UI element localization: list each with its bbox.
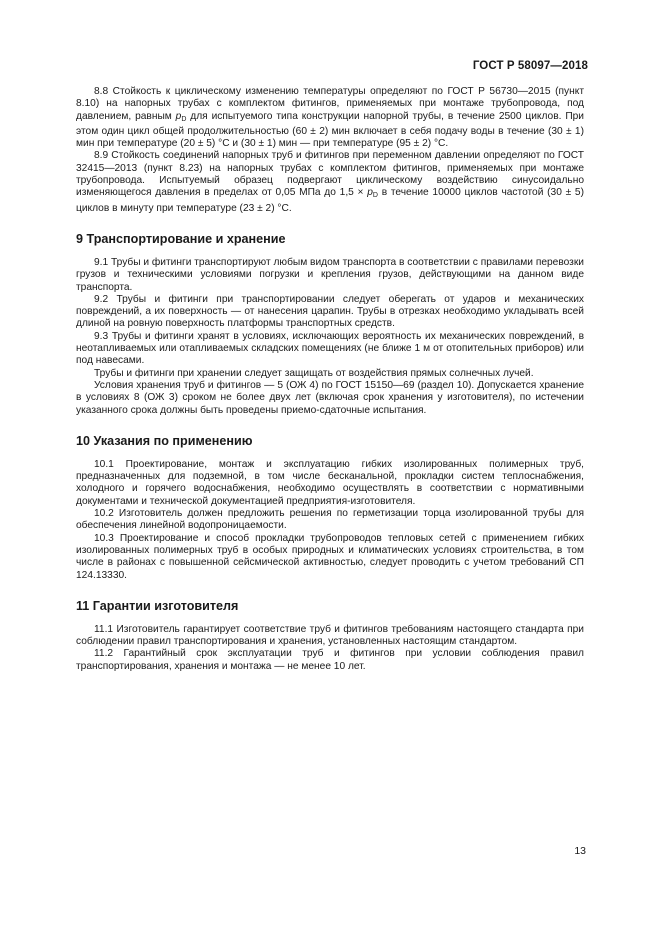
pressure-subscript: D: [372, 192, 378, 200]
paragraph-10-2: 10.2 Изготовитель должен предложить решения по герметизации торца изолированной трубы для обеспечения линейной водопроницаемости.: [76, 508, 584, 532]
page-number: 13: [574, 845, 586, 857]
standard-number-header: ГОСТ Р 58097—2018: [472, 60, 588, 72]
paragraph-10-1: 10.1 Проектирование, монтаж и эксплуатацию гибких изолированных полимерных труб, предназначенных для подземной, в том числе бесканальной, прокладки систем теплоснабжения, холодного и горячего водоснабжения, необходимо осуществлять в соответствии с нормативными документами и технической документацией предприятия-изготовителя.: [76, 458, 584, 507]
paragraph-9-2: 9.2 Трубы и фитинги при транспортировании следует оберегать от ударов и механических повреждений, а их поверхность — от нанесения царапин. Трубы в отрезках необходимо укладывать всей длиной на ровную поверхность платформы транспортных средств.: [76, 293, 584, 330]
paragraph-9-1: 9.1 Трубы и фитинги транспортируют любым видом транспорта в соответствии с правилами перевозки грузов и техническими условиями погрузки и крепления грузов, действующими на данном виде транспорта.: [76, 256, 584, 293]
pressure-symbol: p: [175, 110, 182, 122]
document-body: [76, 86, 584, 673]
paragraph-11-1: 11.1 Изготовитель гарантирует соответствие труб и фитингов требованиям настоящего стандарта при соблюдении правил транспортирования и хранения, установленных настоящим стандартом.: [76, 623, 584, 648]
section-heading-11: 11 Гарантии изготовителя: [76, 598, 239, 613]
section-heading-9: 9 Транспортирование и хранение: [76, 231, 286, 246]
paragraph-9-3-sun: Трубы и фитинги при хранении следует защищать от воздействия прямых солнечных лучей.: [94, 367, 534, 379]
section-heading-10: 10 Указания по применению: [76, 433, 253, 448]
paragraph-8-9: 8.9 Стойкость соединений напорных труб и фитингов при переменном давлении определяют по ГОСТ 32415—2013 (пункт 8.23) на напорных трубах с комплектом фитингов, применяемых при монтаже трубопровода. Испытуемый образец подвергают циклическому воздействию синусоидально изменяющегося давления в пределах от 0,05 МПа до $1,5 \times p_D$ в течение 10000 циклов частотой (30 ± 5) циклов в минуту при температуре (23 ± 2) °C.: [76, 150, 584, 214]
paragraph-9-3: 9.3 Трубы и фитинги хранят в условиях, исключающих вероятность их механических повреждений, в неотапливаемых или отапливаемых складских помещениях (не ближе 1 м от отопительных приборов) или под навесами.: [76, 330, 584, 367]
pressure-subscript: D: [181, 115, 187, 123]
paragraph-9-3-conditions: Условия хранения труб и фитингов — 5 (ОЖ 4) по ГОСТ 15150—69 (раздел 10). Допускается хранение в условиях 8 (ОЖ 3) сроком не более двух лет (включая срок хранения у изготовителя), по истечении указанного срока должны быть проведены приемо-сдаточные испытания.: [76, 379, 584, 416]
paragraph-10-3: 10.3 Проектирование и способ прокладки трубопроводов тепловых сетей с применением гибких изолированных полимерных труб в особых природных и климатических условиях строительства, в том числе в районах с повышенной сейсмической активностью, следует проводить с учетом требований СП 124.13330.: [76, 532, 584, 581]
paragraph-8-8: 8.8 Стойкость к циклическому изменению температуры определяют по ГОСТ Р 56730—2015 (пункт 8.10) на напорных трубах с комплектом фитингов, применяемых при монтаже трубопровода, под давлением, равным $p_D$ для испытуемого типа конструкции напорной трубы, в течение 2500 циклов. При этом один цикл общей продолжительностью (60 ± 2) мин включает в себя подачу воды в течение (30 ± 1) мин при температуре (20 ± 5) °C и (30 ± 1) мин — при температуре (95 ± 2) °C.: [76, 86, 584, 150]
pressure-symbol: p: [367, 187, 373, 199]
paragraph-11-2: 11.2 Гарантийный срок эксплуатации труб и фитингов при условии соблюдения правил транспортирования, хранения и монтажа — не менее 10 лет.: [76, 648, 584, 672]
